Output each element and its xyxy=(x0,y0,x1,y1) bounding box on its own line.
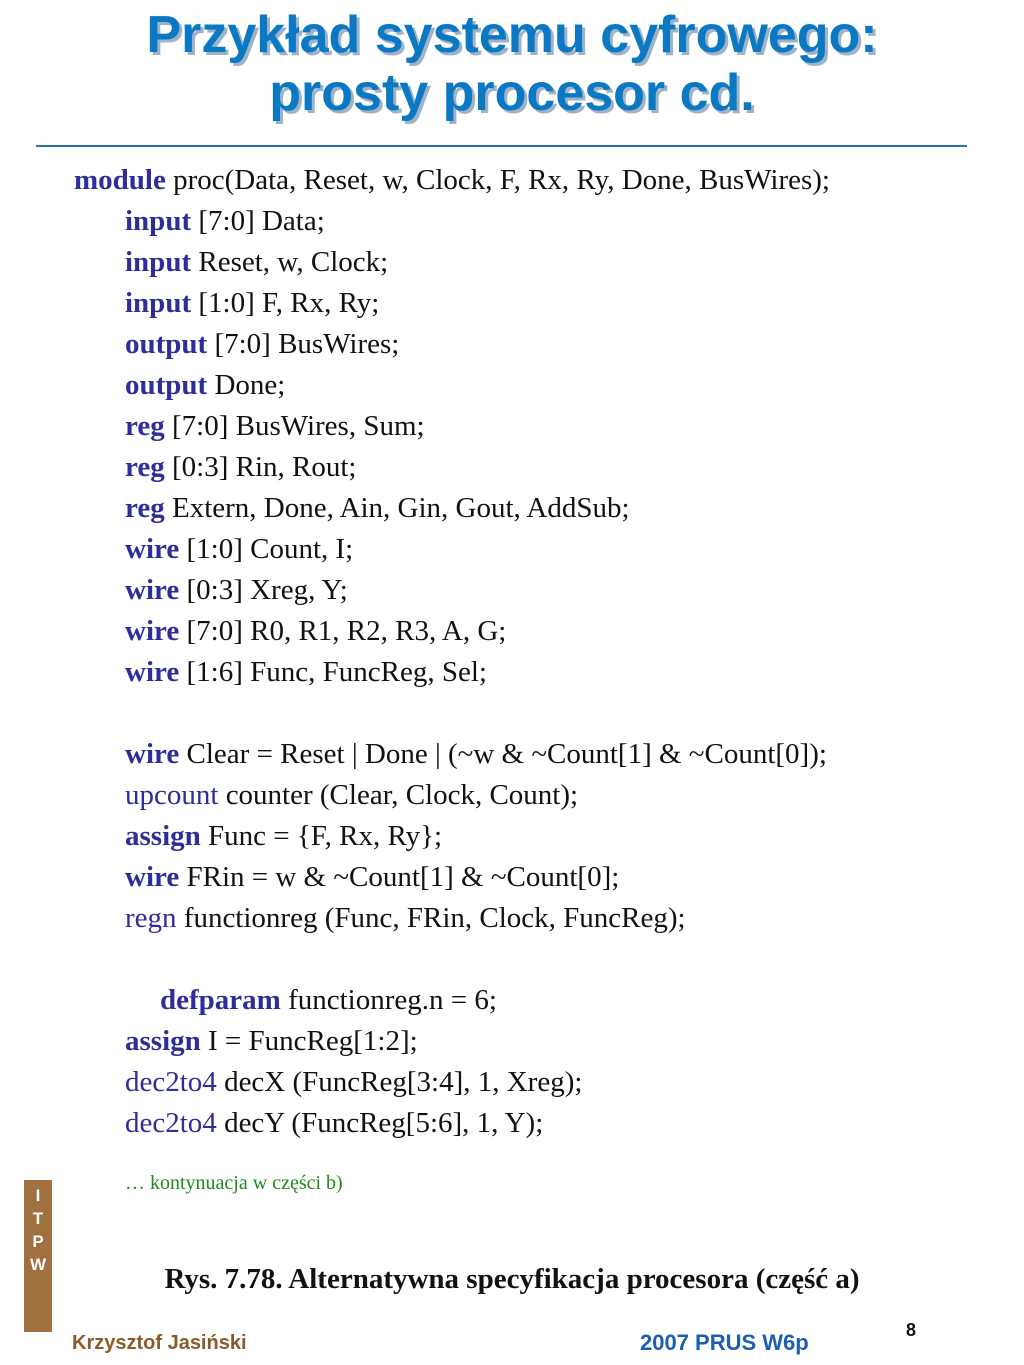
code-text: FRin = w & ~Count[1] & ~Count[0]; xyxy=(179,861,620,893)
code-line xyxy=(125,1103,543,1144)
code-text: Clear = Reset | Done | (~w & ~Count[1] & ~Count[0]); xyxy=(179,738,827,770)
code-keyword: wire xyxy=(125,861,180,893)
code-keyword: regn xyxy=(125,902,177,934)
code-text: Reset, w, Clock; xyxy=(191,246,389,278)
code-keyword: reg xyxy=(125,410,165,442)
code-line xyxy=(125,242,388,283)
code-line xyxy=(125,775,578,816)
code-line xyxy=(125,365,285,406)
code-line xyxy=(125,570,348,611)
code-line xyxy=(125,611,506,652)
side-tab-letter: T xyxy=(32,1209,44,1228)
footer-course: 2007 PRUS W6p xyxy=(640,1330,809,1355)
code-line xyxy=(160,980,497,1021)
code-keyword: assign xyxy=(125,1025,201,1057)
code-keyword: wire xyxy=(125,533,180,565)
code-keyword: dec2to4 xyxy=(125,1066,217,1098)
code-line xyxy=(125,488,630,529)
side-tab-letter: W xyxy=(29,1255,47,1274)
code-keyword: dec2to4 xyxy=(125,1107,217,1139)
code-keyword: wire xyxy=(125,656,180,688)
code-text: decY (FuncReg[5:6], 1, Y); xyxy=(216,1107,544,1139)
code-text: [1:0] F, Rx, Ry; xyxy=(191,287,380,319)
code-keyword: input xyxy=(125,205,192,237)
title-line-2: prosty procesor cd. xyxy=(269,64,755,122)
code-text: counter (Clear, Clock, Count); xyxy=(218,779,579,811)
code-line xyxy=(125,1062,582,1103)
slide-title xyxy=(0,6,1024,122)
code-text: [7:0] R0, R1, R2, R3, A, G; xyxy=(179,615,507,647)
code-keyword: output xyxy=(125,369,208,401)
code-line xyxy=(125,324,399,365)
side-tab-letter: P xyxy=(32,1232,44,1251)
code-keyword: input xyxy=(125,246,192,278)
code-text: [7:0] BusWires; xyxy=(207,328,400,360)
figure-caption: Rys. 7.78. Alternatywna specyfikacja procesora (część a) xyxy=(164,1263,860,1295)
code-line xyxy=(125,447,356,488)
code-line xyxy=(125,816,442,857)
code-keyword: module xyxy=(74,164,166,196)
code-text: [1:0] Count, I; xyxy=(179,533,354,565)
code-text: [0:3] Rin, Rout; xyxy=(164,451,357,483)
code-line xyxy=(125,529,353,570)
code-line xyxy=(125,652,487,693)
code-text: Func = {F, Rx, Ry}; xyxy=(200,820,443,852)
code-line xyxy=(125,898,686,939)
code-line xyxy=(74,160,830,201)
code-keyword: reg xyxy=(125,492,165,524)
code-keyword: wire xyxy=(125,574,180,606)
code-text: [0:3] Xreg, Y; xyxy=(179,574,348,606)
code-line xyxy=(125,734,827,775)
code-keyword: wire xyxy=(125,615,180,647)
code-keyword: defparam xyxy=(160,984,281,1016)
code-text: I = FuncReg[1:2]; xyxy=(200,1025,418,1057)
code-line xyxy=(125,406,425,447)
code-line xyxy=(125,201,325,242)
code-keyword: reg xyxy=(125,451,165,483)
code-text: decX (FuncReg[3:4], 1, Xreg); xyxy=(216,1066,583,1098)
code-keyword: assign xyxy=(125,820,201,852)
footer-author: Krzysztof Jasiński xyxy=(72,1332,247,1354)
code-text: Extern, Done, Ain, Gin, Gout, AddSub; xyxy=(164,492,630,524)
code-keyword: output xyxy=(125,328,208,360)
continuation-note: … kontynuacja w części b) xyxy=(125,1172,343,1194)
code-text: proc(Data, Reset, w, Clock, F, Rx, Ry, Done, BusWires); xyxy=(165,164,830,196)
code-keyword: input xyxy=(125,287,192,319)
title-line-1: Przykład systemu cyfrowego: xyxy=(146,6,878,64)
code-text: [7:0] BusWires, Sum; xyxy=(164,410,425,442)
itpw-side-tab xyxy=(24,1180,52,1332)
code-text: functionreg (Func, FRin, Clock, FuncReg); xyxy=(176,902,686,934)
code-text: [1:6] Func, FuncReg, Sel; xyxy=(179,656,487,688)
code-line xyxy=(125,1021,418,1062)
page-number: 8 xyxy=(906,1320,917,1340)
code-keyword: wire xyxy=(125,738,180,770)
code-line xyxy=(125,283,379,324)
code-line xyxy=(125,857,619,898)
code-text: [7:0] Data; xyxy=(191,205,325,237)
code-text: functionreg.n = 6; xyxy=(280,984,497,1016)
code-keyword: upcount xyxy=(125,779,219,811)
code-text: Done; xyxy=(207,369,286,401)
side-tab-letter: I xyxy=(35,1186,41,1205)
title-divider xyxy=(36,145,967,147)
